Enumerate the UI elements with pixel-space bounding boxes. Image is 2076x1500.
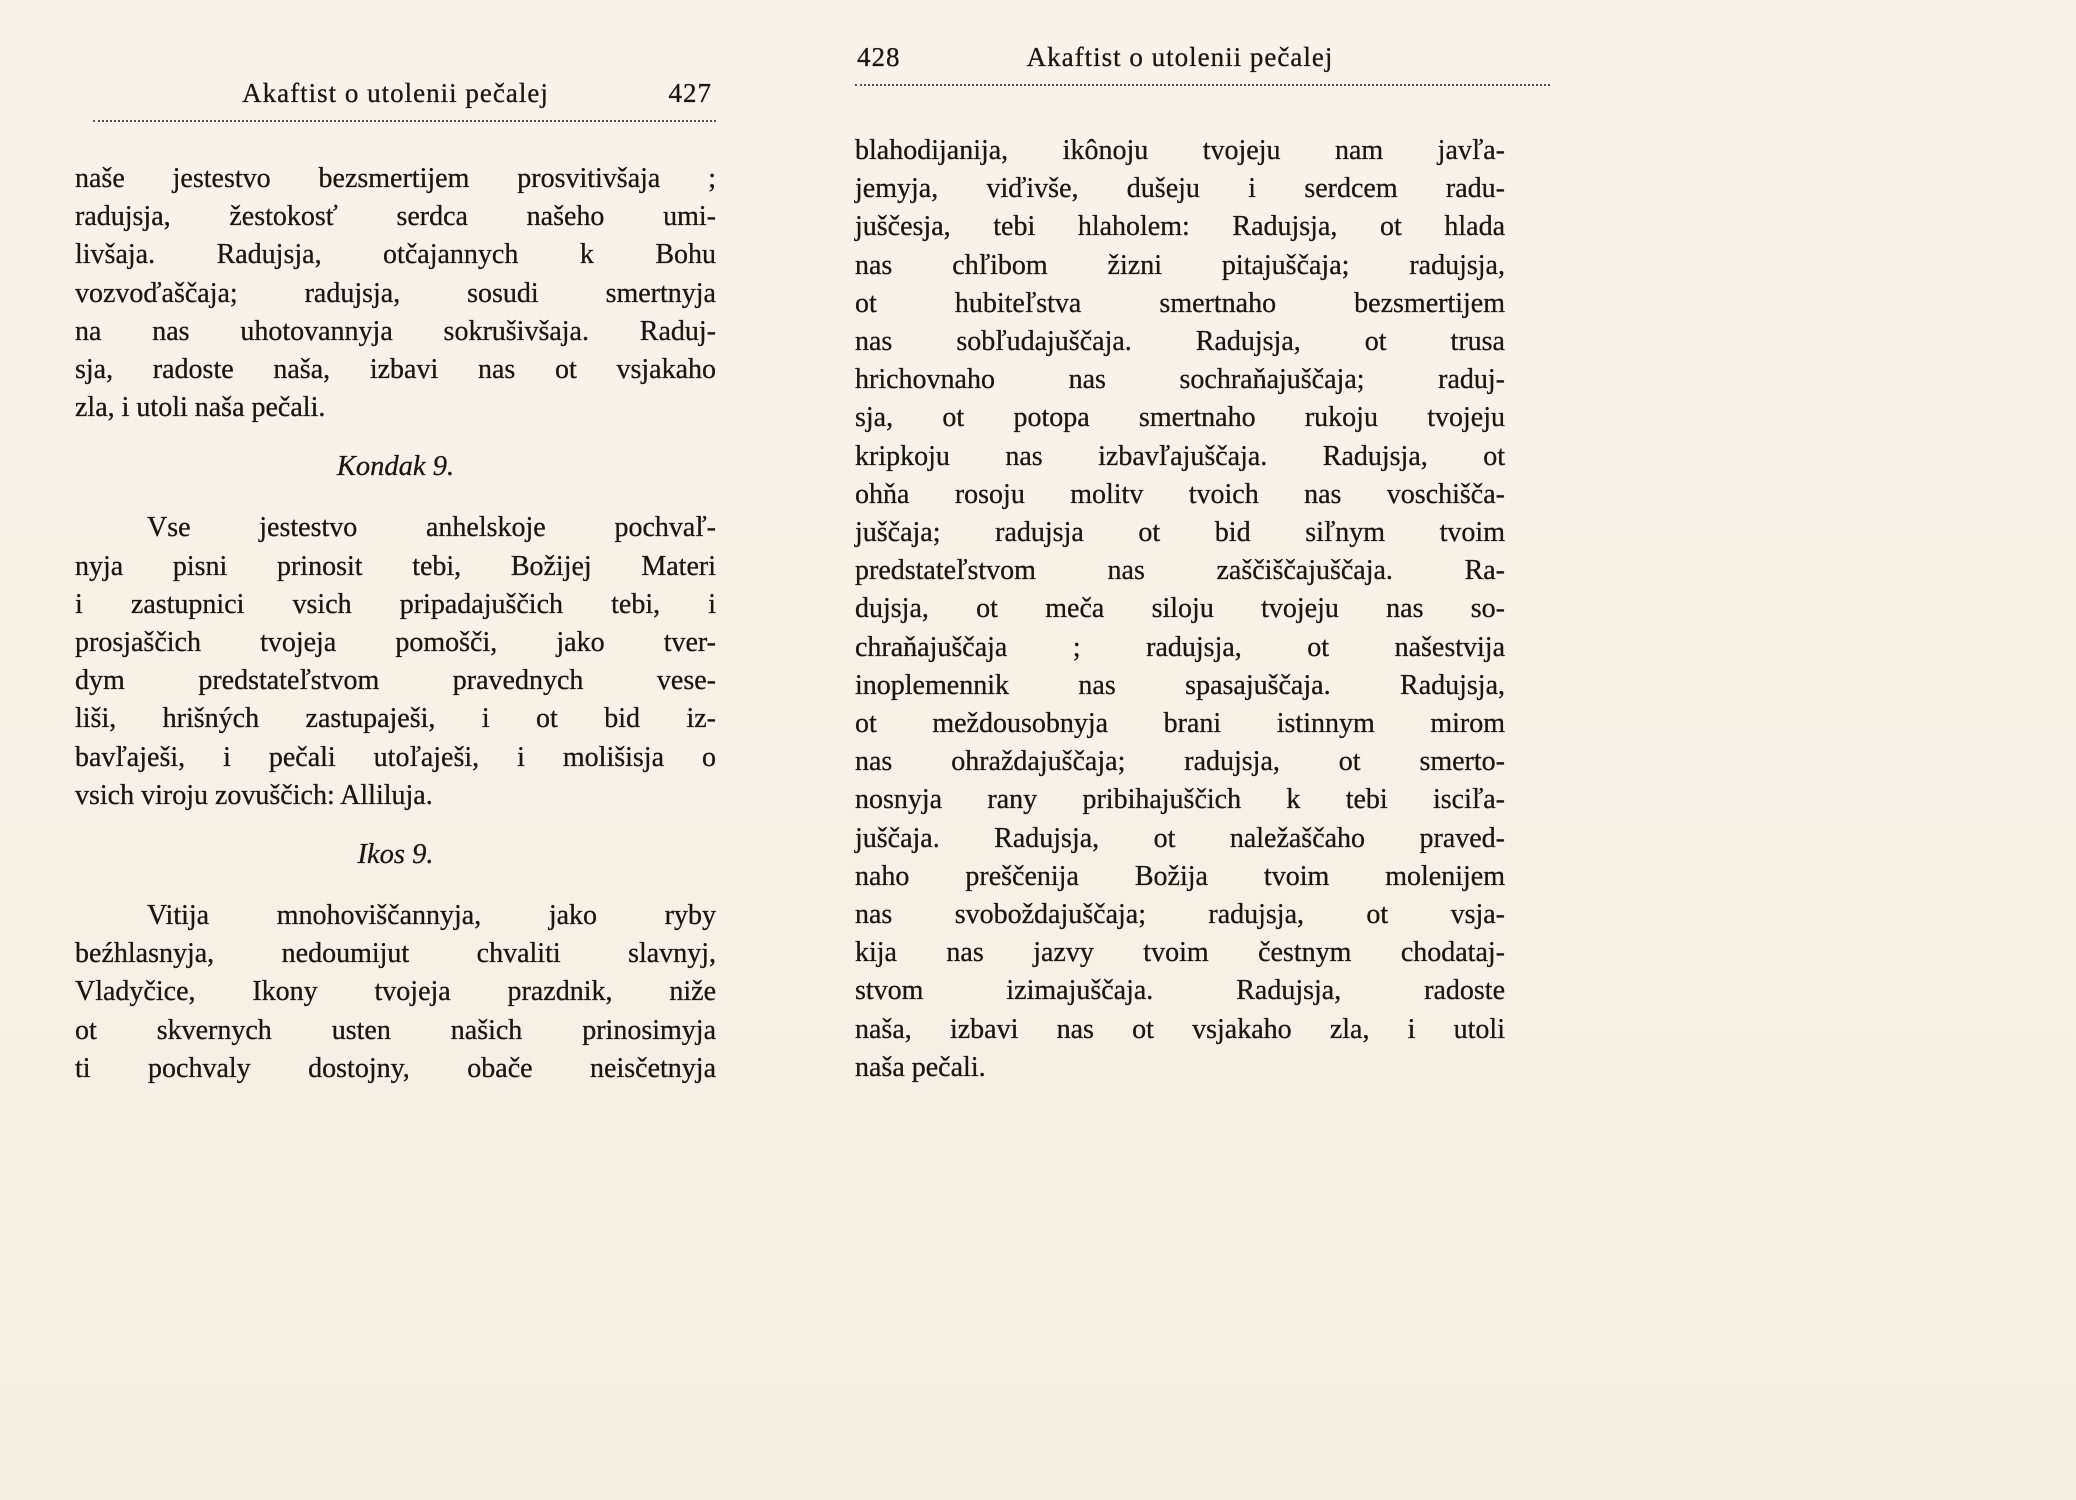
text-line: ohňa rosoju molitv tvoich nas voschišča- bbox=[855, 478, 1505, 510]
text-line: ot skvernych usten našich prinosimyja bbox=[75, 1014, 716, 1046]
text-line: bavľaješi, i pečali utoľaješi, i molišisja o bbox=[75, 741, 716, 773]
paragraph bbox=[75, 897, 716, 1088]
text-line: sja, ot potopa smertnaho rukoju tvojeju bbox=[855, 402, 1505, 434]
left-page-body bbox=[75, 160, 716, 1088]
text-line: dujsja, ot meča siloju tvojeju nas so- bbox=[855, 593, 1505, 625]
left-running-header bbox=[75, 78, 716, 114]
text-line: nas ohraždajuščaja; radujsja, ot smerto- bbox=[855, 746, 1505, 778]
left-header-title: Akaftist o utolenii pečalej bbox=[242, 78, 549, 108]
text-line: jemyja, viďivše, dušeju i serdcem radu- bbox=[855, 173, 1505, 205]
left-page bbox=[75, 78, 716, 1088]
right-page bbox=[855, 42, 1550, 1087]
text-line: vozvoďaščaja; radujsja, sosudi smertnyja bbox=[75, 277, 716, 309]
text-line: naša pečali. bbox=[855, 1051, 986, 1083]
right-page-number: 428 bbox=[857, 42, 901, 72]
section-heading: Kondak 9. bbox=[336, 451, 455, 483]
text-line: sja, radoste naša, izbavi nas ot vsjakaho bbox=[75, 354, 716, 386]
text-line: inoplemennik nas spasajuščaja. Radujsja, bbox=[855, 669, 1505, 701]
text-line: naša, izbavi nas ot vsjakaho zla, i utoli bbox=[855, 1013, 1505, 1045]
text-line: Vse jestestvo anhelskoje pochvaľ- bbox=[147, 512, 716, 544]
text-line: prosjaščich tvojeja pomošči, jako tver- bbox=[75, 627, 716, 659]
text-line: Vitija mnohoviščannyja, jako ryby bbox=[147, 900, 716, 932]
text-line: liši, hrišných zastupaješi, i ot bid iz- bbox=[75, 703, 716, 735]
text-line: nas sobľudajuščaja. Radujsja, ot trusa bbox=[855, 326, 1505, 358]
text-line: naše jestestvo bezsmertijem prosvitivšaja ; bbox=[75, 163, 716, 194]
paragraph bbox=[855, 132, 1505, 1087]
text-line: ti pochvaly dostojny, obače neisčetnyja bbox=[75, 1052, 716, 1084]
text-line: livšaja. Radujsja, otčajannych k Bohu bbox=[75, 239, 716, 271]
section-heading: Ikos 9. bbox=[357, 839, 434, 871]
text-line: ot hubiteľstva smertnaho bezsmertijem bbox=[855, 287, 1505, 319]
right-header-title: Akaftist o utolenii pečalej bbox=[1026, 42, 1334, 72]
text-line: kija nas jazvy tvoim čestnym chodataj- bbox=[855, 937, 1505, 969]
text-line: Vladyčice, Ikony tvojeja prazdnik, niže bbox=[75, 976, 716, 1008]
left-page-number: 427 bbox=[668, 78, 712, 108]
text-line: kripkoju nas izbavľajuščaja. Radujsja, ot bbox=[855, 440, 1505, 472]
text-line: na nas uhotovannyja sokrušivšaja. Raduj- bbox=[75, 315, 716, 347]
right-page-body bbox=[855, 132, 1505, 1087]
right-header-rule bbox=[855, 78, 1550, 86]
text-line: ot meždousobnyja brani istinnym mirom bbox=[855, 708, 1505, 740]
text-line: zla, i utoli naša pečali. bbox=[75, 392, 326, 424]
paragraph bbox=[75, 509, 716, 815]
text-line: juščaja. Radujsja, ot naležaščaho praved- bbox=[855, 822, 1505, 854]
text-line: chraňajuščaja ; radujsja, ot našestvija bbox=[855, 631, 1505, 663]
text-line: naho preščenija Božija tvoim molenijem bbox=[855, 860, 1505, 892]
text-line: i zastupnici vsich pripadajuščich tebi, i bbox=[75, 588, 716, 620]
text-line: hrichovnaho nas sochraňajuščaja; raduj- bbox=[855, 364, 1505, 396]
text-line: juščesja, tebi hlaholem: Radujsja, ot hlada bbox=[855, 211, 1505, 243]
text-line: nas chľibom žizni pitajuščaja; radujsja, bbox=[855, 249, 1505, 281]
text-line: blahodijanija, ikônoju tvojeju nam javľa- bbox=[855, 135, 1505, 166]
text-line: dym predstateľstvom pravednych vese- bbox=[75, 665, 716, 697]
text-line: stvom izimajuščaja. Radujsja, radoste bbox=[855, 975, 1505, 1007]
right-running-header bbox=[855, 42, 1550, 78]
left-header-rule bbox=[93, 114, 716, 122]
text-line: nas svoboždajuščaja; radujsja, ot vsja- bbox=[855, 899, 1505, 931]
text-line: predstateľstvom nas zaščiščajuščaja. Ra- bbox=[855, 555, 1505, 587]
text-line: beźhlasnyja, nedoumijut chvaliti slavnyj, bbox=[75, 938, 716, 970]
text-line: nyja pisni prinosit tebi, Božijej Materi bbox=[75, 550, 716, 582]
text-line: vsich viroju zovuščich: Alliluja. bbox=[75, 779, 433, 811]
paragraph bbox=[75, 160, 716, 427]
text-line: juščaja; radujsja ot bid siľnym tvoim bbox=[855, 517, 1505, 549]
text-line: nosnyja rany pribihajuščich k tebi isciľa- bbox=[855, 784, 1505, 816]
text-line: radujsja, žestokosť serdca našeho umi- bbox=[75, 201, 716, 233]
